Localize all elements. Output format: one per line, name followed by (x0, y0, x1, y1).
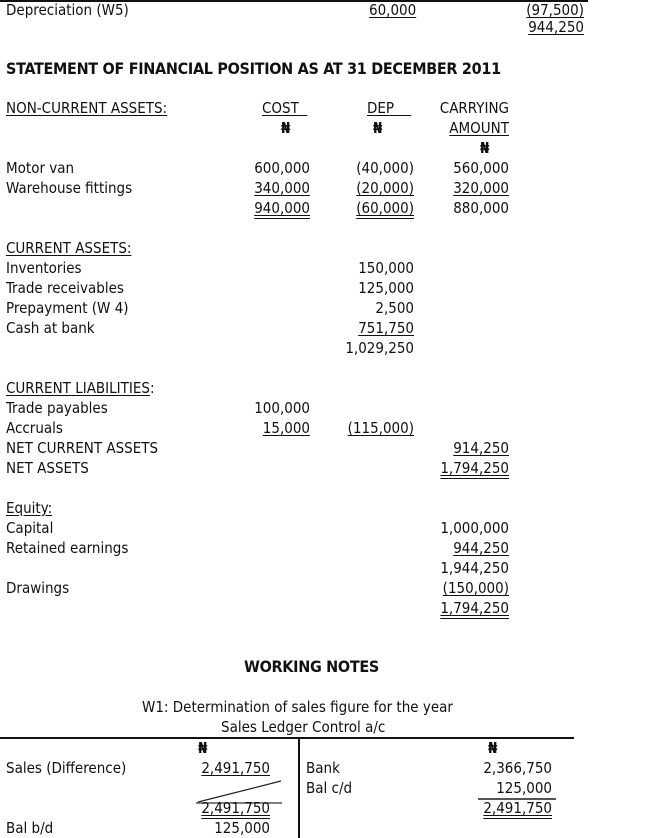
row-label: Trade payables (6, 399, 108, 417)
non-current-heading: NON-CURRENT ASSETS: (6, 99, 168, 117)
net-assets-label: NET ASSETS (6, 459, 89, 477)
credit-row-value: 125,000 (496, 779, 552, 797)
depreciation-right-value: (97,500) (526, 1, 584, 19)
col-carrying-header-2: AMOUNT (449, 119, 509, 137)
depreciation-label: Depreciation (W5) (6, 1, 129, 19)
current-assets-total: 1,029,250 (345, 339, 414, 357)
col-carrying-header-1: CARRYING (439, 99, 509, 117)
retained-value: 944,250 (453, 539, 509, 557)
retained-total-value: 944,250 (528, 18, 584, 36)
row-cost: 600,000 (254, 159, 310, 177)
net-assets-value: 1,794,250 (440, 459, 509, 477)
row-label: Motor van (6, 159, 75, 177)
equity-heading: Equity: (6, 499, 53, 517)
row-dep: (40,000) (356, 159, 414, 177)
net-current-assets-label: NET CURRENT ASSETS (6, 439, 159, 457)
col-dep-label: DEP (367, 99, 395, 117)
col-dep-header (367, 98, 415, 118)
w1-account-name: Sales Ledger Control a/c (221, 718, 386, 736)
naira-sign-credit: ₦ (488, 739, 498, 757)
depreciation-mid-value: 60,000 (369, 1, 417, 19)
total-cost: 940,000 (254, 199, 310, 217)
credit-total: 2,491,750 (483, 799, 552, 817)
row-label: Inventories (6, 259, 82, 277)
naira-sign-carrying: ₦ (480, 139, 490, 157)
debit-total: 2,491,750 (201, 799, 270, 817)
heading-colon: : (149, 379, 155, 397)
naira-sign-dep: ₦ (373, 119, 383, 137)
current-liabilities-heading-text: CURRENT LIABILITIES (6, 379, 150, 397)
row-label: Prepayment (W 4) (6, 299, 129, 317)
credit-row-value: 2,366,750 (483, 759, 552, 777)
net-current-assets-value: 914,250 (453, 439, 509, 457)
retained-label: Retained earnings (6, 539, 129, 557)
credit-row-label: Bal c/d (306, 779, 353, 797)
equity-total: 1,794,250 (440, 599, 509, 617)
current-liabilities-heading (6, 378, 155, 398)
col-cost-header (262, 98, 310, 118)
row-label: Trade receivables (6, 279, 124, 297)
row-label: Accruals (6, 419, 63, 437)
naira-sign-debit: ₦ (198, 739, 208, 757)
drawings-value: (150,000) (442, 579, 509, 597)
row-carrying: 560,000 (453, 159, 509, 177)
page-title: STATEMENT OF FINANCIAL POSITION AS AT 31 DECEMBER 2011 (6, 59, 501, 78)
naira-sign-cost: ₦ (281, 119, 291, 137)
current-assets-heading: CURRENT ASSETS: (6, 239, 132, 257)
row-dep: (20,000) (356, 179, 414, 197)
debit-row-value: 2,491,750 (201, 759, 270, 777)
row-value: 125,000 (358, 279, 414, 297)
bal-bd-label: Bal b/d (6, 819, 54, 837)
total-dep: (60,000) (356, 199, 414, 217)
capital-label: Capital (6, 519, 54, 537)
w1-title: W1: Determination of sales figure for the year (142, 698, 453, 716)
current-liabilities-total: (115,000) (347, 419, 414, 437)
col-cost-label: COST (262, 99, 299, 117)
working-notes-title: WORKING NOTES (244, 657, 379, 676)
credit-row-label: Bank (306, 759, 340, 777)
total-carrying: 880,000 (453, 199, 509, 217)
debit-row-label: Sales (Difference) (6, 759, 127, 777)
row-label: Warehouse fittings (6, 179, 133, 197)
row-carrying: 320,000 (453, 179, 509, 197)
capital-value: 1,000,000 (440, 519, 509, 537)
row-value: 751,750 (358, 319, 414, 337)
drawings-label: Drawings (6, 579, 70, 597)
row-cost: 340,000 (254, 179, 310, 197)
row-value: 2,500 (375, 299, 414, 317)
equity-subtotal: 1,944,250 (440, 559, 509, 577)
row-value: 100,000 (254, 399, 310, 417)
row-value: 150,000 (358, 259, 414, 277)
row-value: 15,000 (262, 419, 310, 437)
t-account-divider (298, 737, 300, 838)
row-label: Cash at bank (6, 319, 95, 337)
bal-bd-value: 125,000 (214, 819, 270, 837)
